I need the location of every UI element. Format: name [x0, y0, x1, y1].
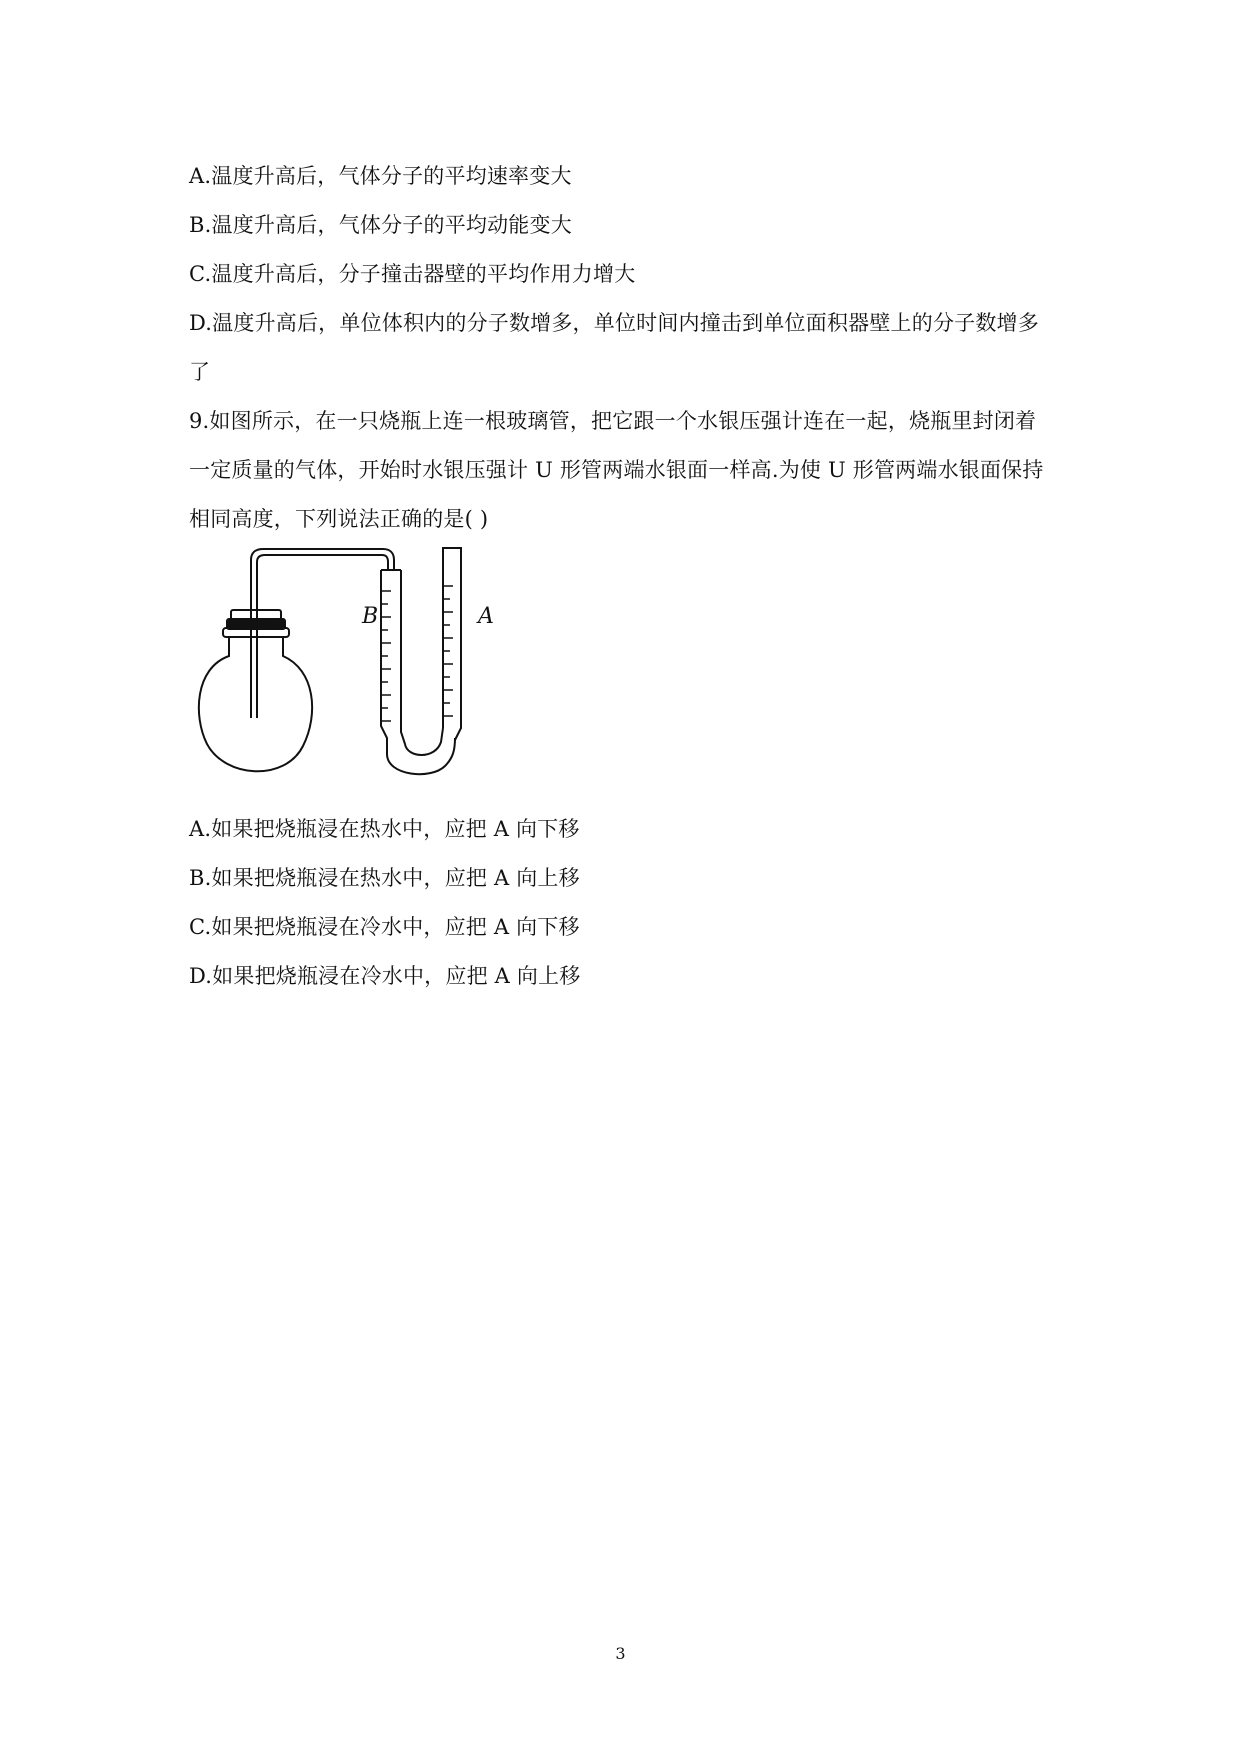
q9-option-c: C.如果把烧瓶浸在冷水中，应把 A 向下移	[189, 915, 580, 939]
connecting-tube	[251, 549, 394, 718]
q8-option-d: D.温度升高后，单位体积内的分子数增多，单位时间内撞击到单位面积器壁上的分子数增多	[189, 311, 1039, 335]
label-a: A	[478, 604, 494, 629]
q9-option-b: B.如果把烧瓶浸在热水中，应把 A 向上移	[189, 866, 580, 890]
q9-option-d: D.如果把烧瓶浸在冷水中，应把 A 向上移	[189, 964, 581, 988]
q9-option-a: A.如果把烧瓶浸在热水中，应把 A 向下移	[189, 817, 580, 841]
u-tube-right	[443, 548, 461, 740]
q8-option-d-continued: 了	[189, 360, 211, 384]
flask-manometer-figure	[195, 546, 505, 796]
page-number: 3	[615, 1644, 626, 1663]
flask-manometer-diagram	[195, 546, 505, 796]
q8-option-c: C.温度升高后，分子撞击器壁的平均作用力增大	[189, 262, 636, 286]
q9-stem-line-2: 一定质量的气体，开始时水银压强计 U 形管两端水银面一样高.为使 U 形管两端水银面保持	[189, 458, 1044, 482]
q9-stem-line-1: 9.如图所示，在一只烧瓶上连一根玻璃管，把它跟一个水银压强计连在一起，烧瓶里封闭着	[189, 409, 1037, 433]
q8-option-a: A.温度升高后，气体分子的平均速率变大	[189, 164, 572, 188]
q9-stem-line-3: 相同高度，下列说法正确的是( )	[189, 507, 489, 531]
flask-bulb	[199, 637, 312, 771]
q8-option-b: B.温度升高后，气体分子的平均动能变大	[189, 213, 572, 237]
label-b: B	[362, 604, 379, 629]
